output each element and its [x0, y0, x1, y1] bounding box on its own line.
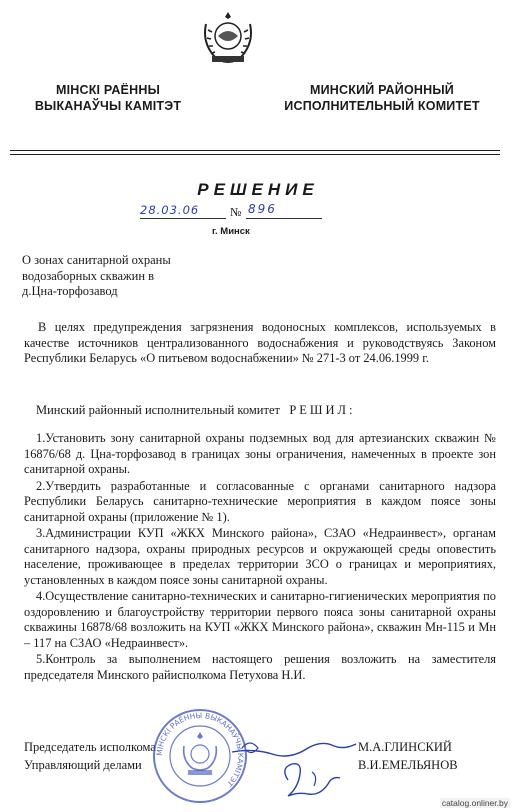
document-number: 896 [248, 202, 277, 216]
org-name-belarusian-line-1: МІНСКІ РАЁННЫ [55, 83, 161, 97]
org-name-russian [262, 82, 502, 114]
org-name-belarusian-line-2: ВЫКАНАЎЧЫ КАМІТЭТ [34, 99, 182, 113]
subject-line-1: О зонах санитарной охраны [22, 253, 171, 267]
decided-word: РЕШИЛ: [289, 403, 356, 417]
decided-prefix: Минский районный исполнительный комитет [36, 403, 280, 417]
document-date: 28.03.06 [140, 203, 200, 217]
document-city: г. Минск [212, 226, 250, 237]
stamp-text: МІНСКІ РАЁННЫ ВЫКАНАЎЧЫ КАМІТЭТ [154, 710, 246, 789]
number-sign: № [230, 205, 242, 219]
decision-items [24, 431, 496, 684]
decision-item-1: 1.Установить зону санитарной охраны подземных вод для артезианских скважин № 16876/68 д. Цна-торфозавод в границах зоны ограничения, намеченных в проекте зон санитарной охраны. [24, 431, 496, 476]
signatory-title-manager: Управляющий делами [24, 758, 142, 772]
decision-item-2: 2.Утвердить разработанные и согласованные с органами санитарного надзора Республики Беларусь санитарно-технические мероприятия в каждом поясе зоны санитарной охраны (приложение № 1). [24, 478, 496, 524]
org-name-belarusian [8, 82, 208, 114]
org-name-russian-line-2: ИСПОЛНИТЕЛЬНЫЙ КОМИТЕТ [284, 99, 480, 113]
preamble-paragraph: В целях предупреждения загрязнения водоносных комплексов, используемых в качестве источников централизованного водоснабжения и руководствуясь Законом Республики Беларусь «О питьевом водоснабжении» № 271-3 от 24.06.1999 г. [24, 320, 496, 365]
subject-line-3: д.Цна-торфозавод [22, 284, 118, 298]
decided-line [36, 403, 356, 418]
date-underline [140, 218, 226, 219]
belarus-coat-of-arms-icon [198, 8, 258, 66]
number-underline [246, 218, 322, 219]
date-number-line [140, 202, 330, 221]
document-subject [22, 253, 171, 300]
subject-line-2: водозаборных скважин в [22, 268, 155, 283]
signatory-name-chairman: М.А.ГЛИНСКИЙ [358, 740, 452, 754]
signatory-name-manager: В.И.ЕМЕЛЬЯНОВ [358, 758, 458, 772]
decision-item-4: 4.Осуществление санитарно-технических и санитарно-гигиенических мероприятия по оздоровлению и благоустройству территории первого пояса зоны санитарной охраны скважины 16878/68 возложить на КУП «ЖКХ Минского района», скважин Мн-115 и Мн – 117 на СЗАО «Недраинвест». [24, 589, 496, 650]
handwritten-signature-icon [228, 722, 368, 808]
org-name-russian-line-1: МИНСКИЙ РАЙОННЫЙ [310, 83, 454, 97]
decision-item-3: 3.Администрации КУП «ЖКХ Минского района», СЗАО «Недраинвест», органам санитарного надзора, охраны природных ресурсов и окружающей среды оповестить население, проживающее в пределах территории ЗСО о границах и мероприятиях, установленных в каждом поясе зоны санитарной охраны. [24, 526, 496, 587]
document-title: РЕШЕНИЕ [197, 180, 319, 199]
decision-item-5: 5.Контроль за выполнением настоящего решения возложить на заместителя председателя Минского райисполкома Петухова Н.И. [24, 652, 496, 682]
header-divider-thick [10, 150, 500, 151]
signatory-title-chairman: Председатель исполкома [24, 740, 156, 754]
source-watermark: catalog.onliner.by [441, 798, 508, 808]
header-divider-thin [10, 154, 500, 155]
